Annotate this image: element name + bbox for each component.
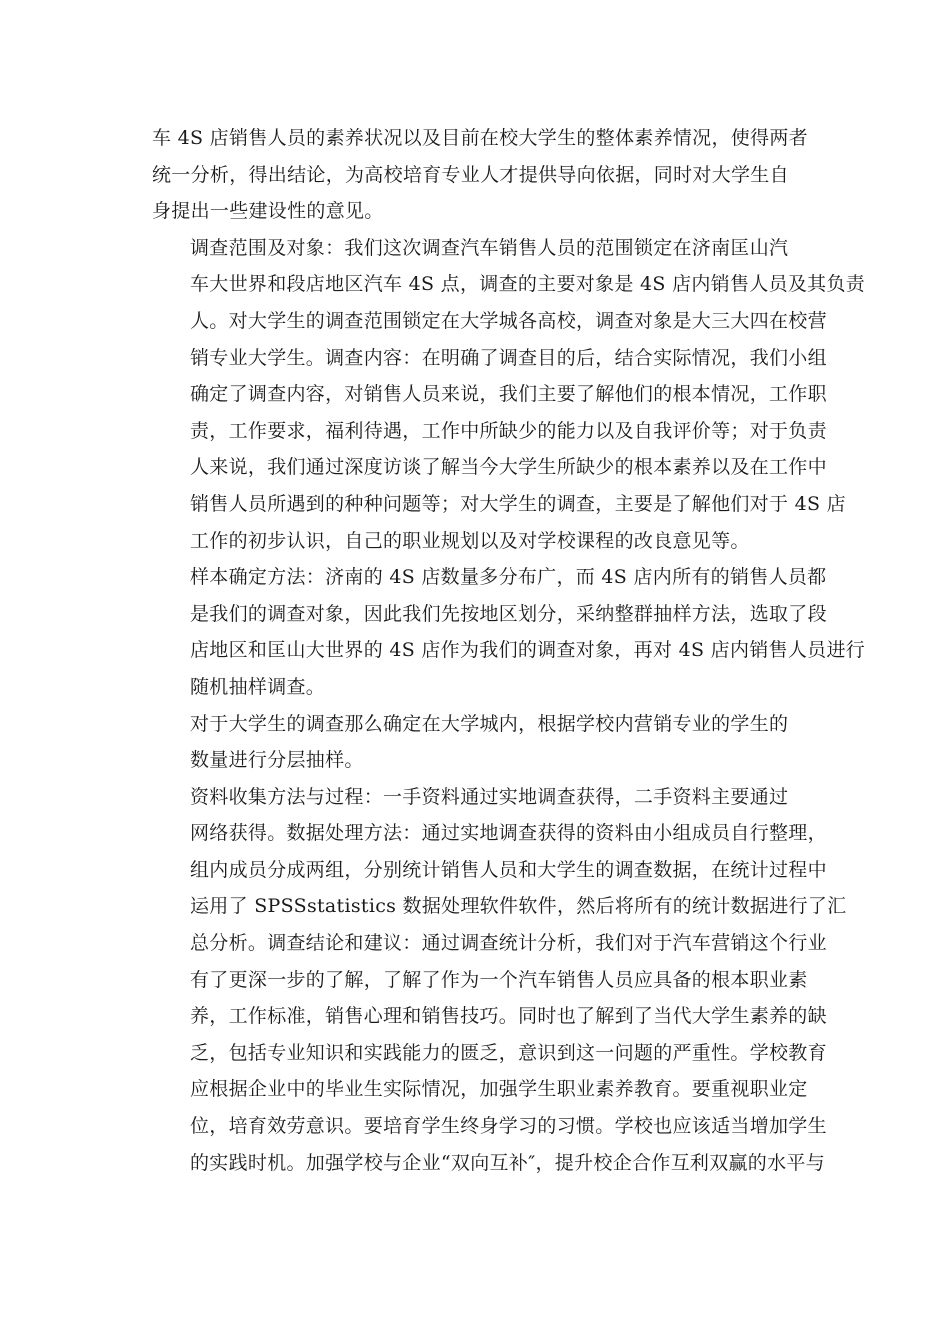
text-line: 车大世界和段店地区汽车 4S 点，调查的主要对象是 4S 店内销售人员及其负责 [190,273,866,296]
text-line: 车 4S 店销售人员的素养状况以及目前在校大学生的整体素养情况，使得两者 [152,127,808,149]
text-line: 样本确定方法：济南的 4S 店数量多分布广，而 4S 店内所有的销售人员都 [190,566,827,589]
paragraph [152,230,866,559]
text-line: 总分析。调查结论和建议：通过调查统计分析，我们对于汽车营销这个行业 [190,932,827,955]
text-line: 确定了调查内容，对销售人员来说，我们主要了解他们的根本情况，工作职 [190,383,827,406]
text-line: 的实践时机。加强学校与企业“双向互补″，提升校企合作互利双赢的水平与 [190,1151,826,1174]
text-line: 店地区和匡山大世界的 4S 店作为我们的调查对象，再对 4S 店内销售人员进行 [190,639,866,662]
text-line: 数量进行分层抽样。 [190,749,364,772]
text-line: 资料收集方法与过程：一手资料通过实地调查获得，二手资料主要通过 [190,785,789,808]
text-line: 随机抽样调查。 [190,675,326,698]
text-line: 网络获得。数据处理方法：通过实地调查获得的资料由小组成员自行整理， [190,822,827,845]
text-line: 责，工作要求，福利待遇，工作中所缺少的能力以及自我评价等；对于负责 [190,419,827,442]
text-line: 有了更深一步的了解，了解了作为一个汽车销售人员应具备的根本职业素 [190,968,808,991]
text-line: 人来说，我们通过深度访谈了解当今大学生所缺少的根本素养以及在工作中 [190,456,827,479]
text-line: 身提出一些建设性的意见。 [152,200,384,223]
text-line: 应根据企业中的毕业生实际情况，加强学生职业素养教育。要重视职业定 [190,1078,808,1101]
text-line: 是我们的调查对象，因此我们先按地区划分，采纳整群抽样方法，选取了段 [190,602,827,625]
text-line: 对于大学生的调查那么确定在大学城内，根据学校内营销专业的学生的 [190,712,789,735]
text-line: 组内成员分成两组，分别统计销售人员和大学生的调查数据，在统计过程中 [190,858,827,881]
paragraph [152,779,847,1182]
paragraph [152,120,808,230]
text-line: 位，培育效劳意识。要培育学生终身学习的习惯。学校也应该适当增加学生 [190,1115,827,1138]
text-line: 工作的初步认识，自己的职业规划以及对学校课程的改良意见等。 [190,529,750,552]
text-line: 销售人员所遇到的种种问题等；对大学生的调查，主要是了解他们对于 4S 店 [190,492,846,515]
text-line: 统一分析，得出结论，为高校培育专业人才提供导向依据，同时对大学生自 [152,163,789,186]
text-line: 乏，包括专业知识和实践能力的匮乏，意识到这一问题的严重性。学校教育 [190,1041,827,1064]
text-line: 销专业大学生。调查内容：在明确了调查目的后，结合实际情况，我们小组 [190,346,827,369]
text-line: 养，工作标准，销售心理和销售技巧。同时也了解到了当代大学生素养的缺 [190,1005,827,1028]
text-line: 人。对大学生的调查范围锁定在大学城各高校，调查对象是大三大四在校营 [190,309,827,332]
document-body [152,120,866,1181]
text-line: 调查范围及对象：我们这次调查汽车销售人员的范围锁定在济南匡山汽 [190,236,789,259]
paragraph [152,559,866,705]
paragraph [152,706,800,779]
text-line: 运用了 SPSSstatistics 数据处理软件软件，然后将所有的统计数据进行了汇 [190,895,847,918]
